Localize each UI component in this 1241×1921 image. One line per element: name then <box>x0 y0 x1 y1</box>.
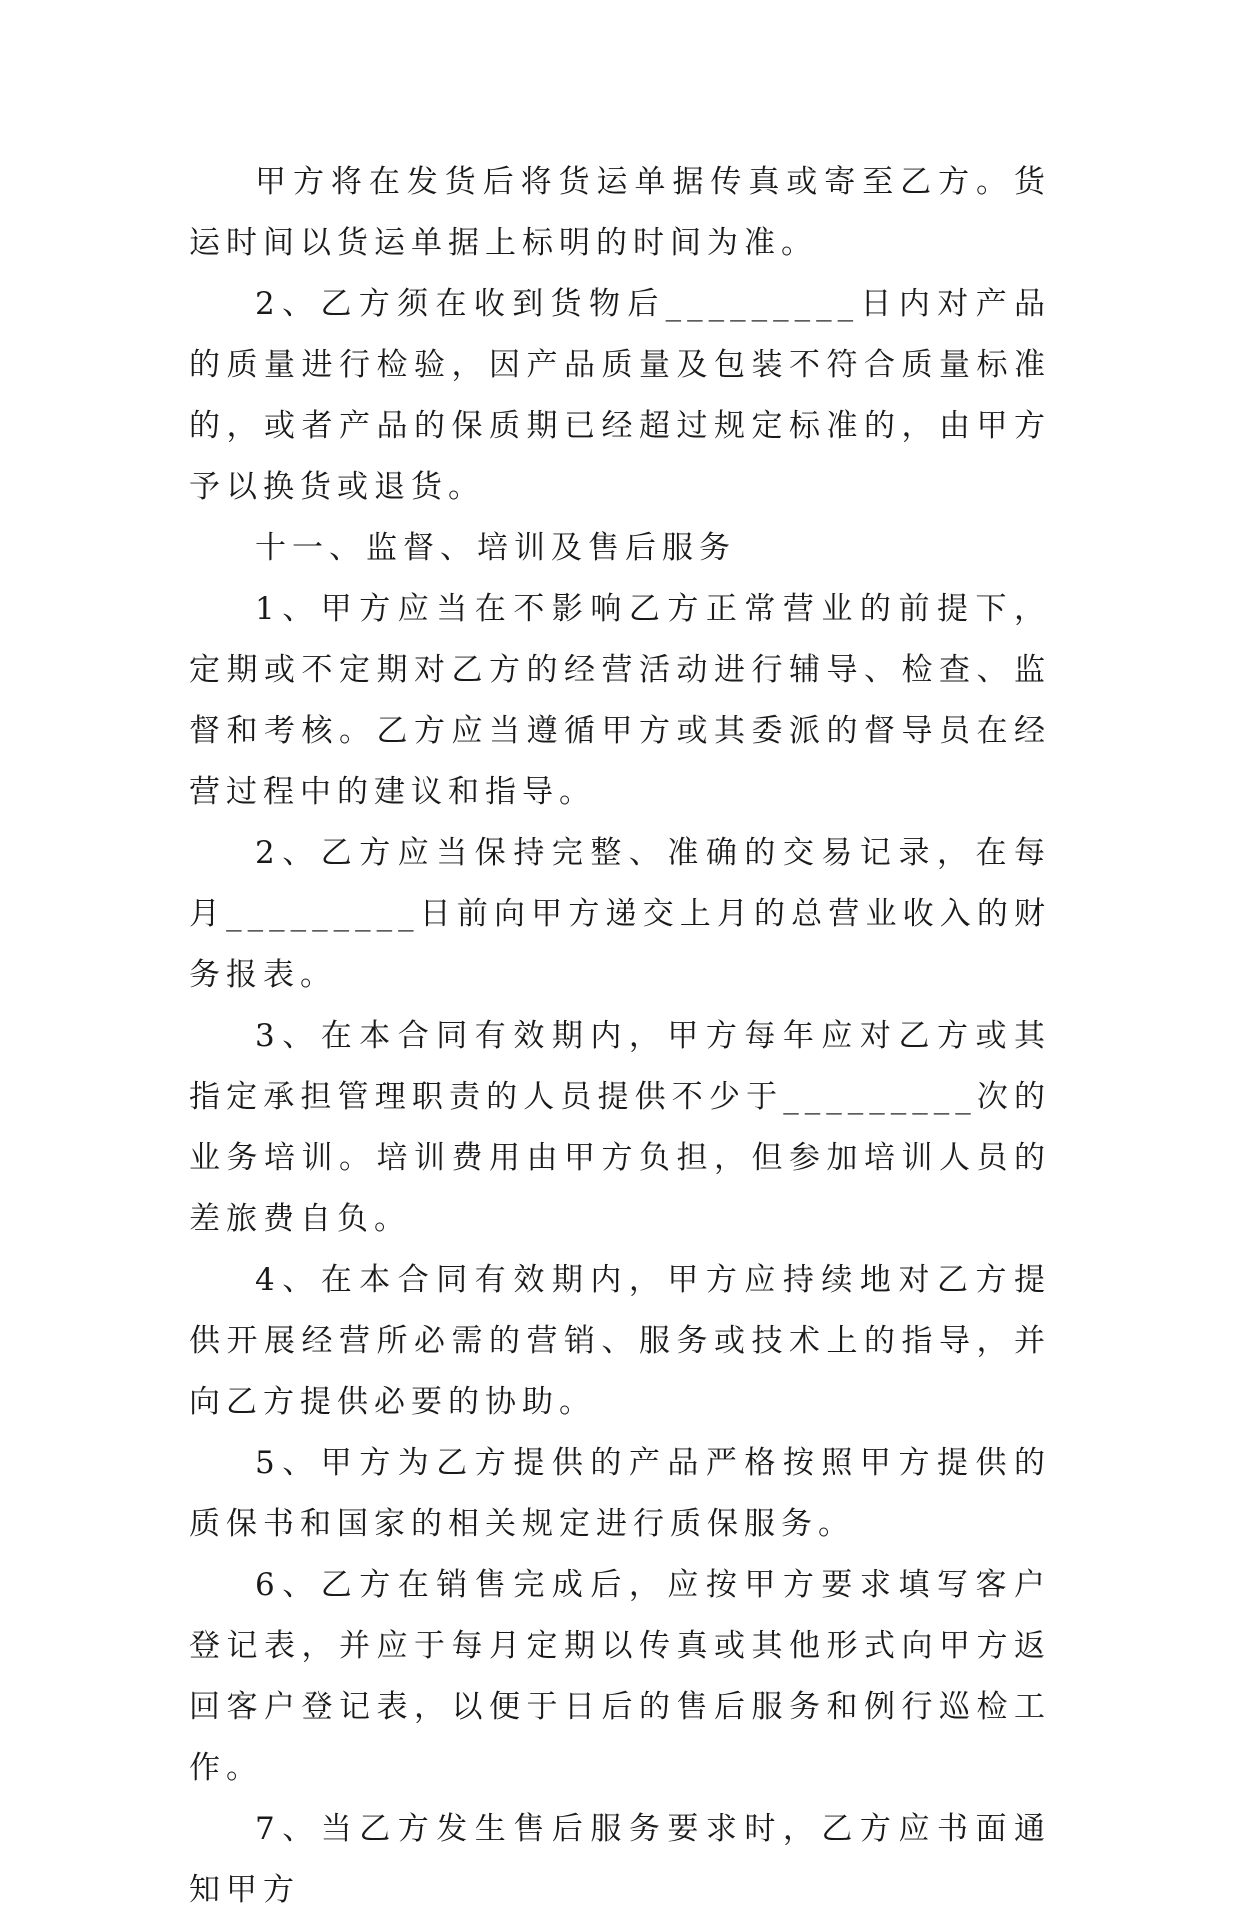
paragraph-shipping-documents: 甲方将在发货后将货运单据传真或寄至乙方。货运时间以货运单据上标明的时间为准。 <box>189 164 1051 261</box>
section-heading-supervision: 十一、监督、培训及售后服务 <box>255 530 736 566</box>
document-body <box>189 152 1051 1921</box>
paragraph-supervision-5: 5、甲方为乙方提供的产品严格按照甲方提供的质保书和国家的相关规定进行质保服务。 <box>189 1445 1051 1542</box>
paragraph-inspection: 2、乙方须在收到货物后_________日内对产品的质量进行检验，因产品质量及包装不符合质量标准的，或者产品的保质期已经超过规定标准的，由甲方予以换货或退货。 <box>189 286 1051 505</box>
paragraph-supervision-3: 3、在本合同有效期内，甲方每年应对乙方或其指定承担管理职责的人员提供不少于_________次的业务培训。培训费用由甲方负担，但参加培训人员的差旅费自负。 <box>189 1018 1051 1237</box>
paragraph-supervision-7: 7、当乙方发生售后服务要求时，乙方应书面通知甲方 <box>189 1811 1051 1908</box>
paragraph-supervision-4: 4、在本合同有效期内，甲方应持续地对乙方提供开展经营所必需的营销、服务或技术上的指导，并向乙方提供必要的协助。 <box>189 1262 1051 1420</box>
paragraph-supervision-6: 6、乙方在销售完成后，应按甲方要求填写客户登记表，并应于每月定期以传真或其他形式向甲方返回客户登记表，以便于日后的售后服务和例行巡检工作。 <box>189 1567 1051 1786</box>
paragraph-supervision-1: 1、甲方应当在不影响乙方正常营业的前提下，定期或不定期对乙方的经营活动进行辅导、检查、监督和考核。乙方应当遵循甲方或其委派的督导员在经营过程中的建议和指导。 <box>189 591 1051 810</box>
paragraph-supervision-2: 2、乙方应当保持完整、准确的交易记录，在每月_________日前向甲方递交上月的总营业收入的财务报表。 <box>189 835 1051 993</box>
